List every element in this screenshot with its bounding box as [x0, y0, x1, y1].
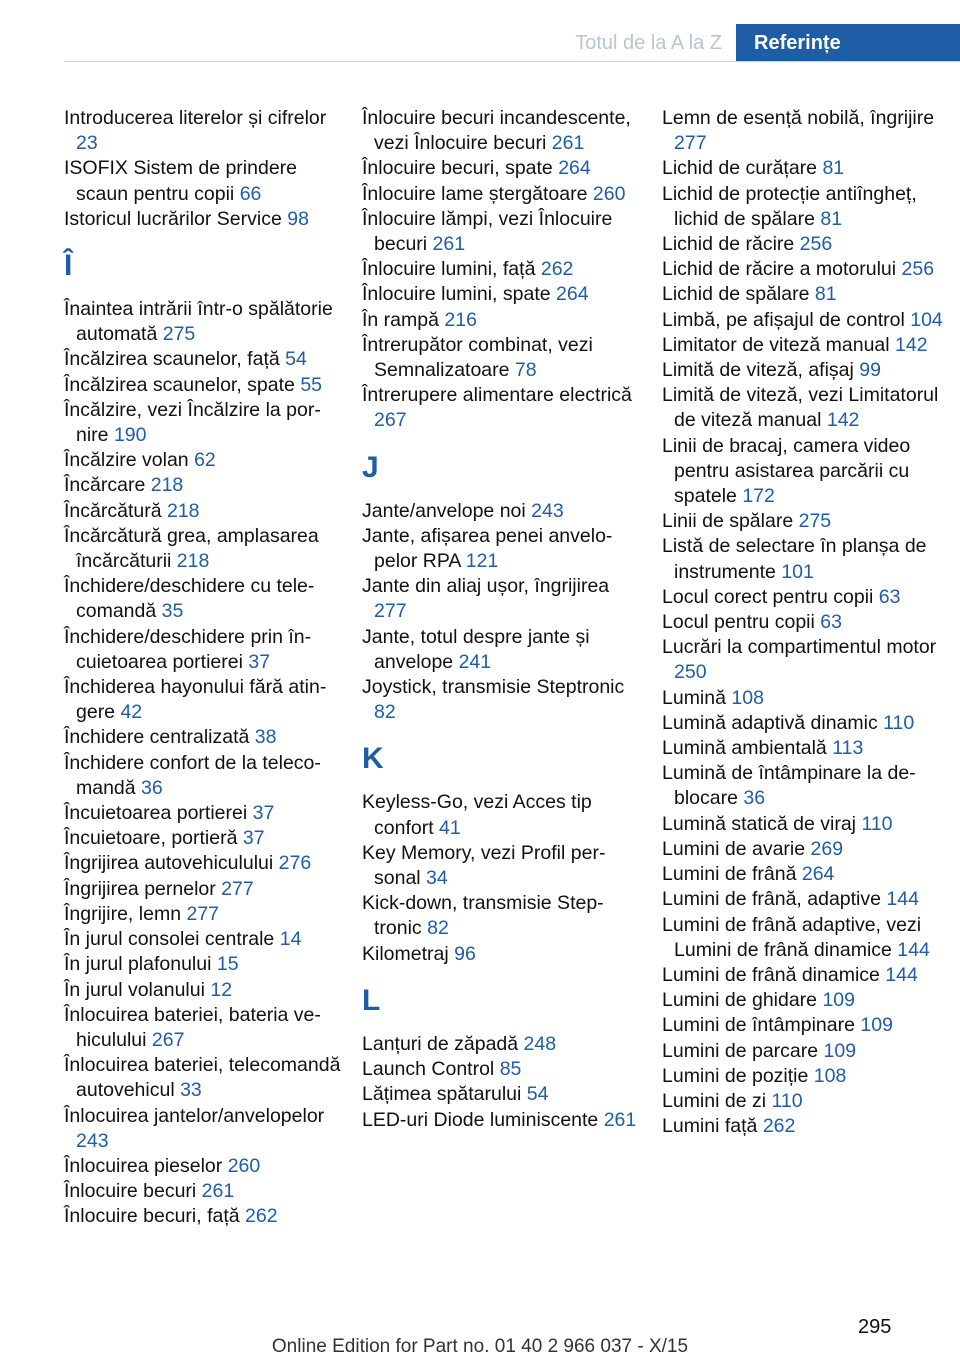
index-entry — [362, 308, 644, 333]
index-page-link[interactable]: 109 — [822, 989, 855, 1012]
index-column-2 — [362, 106, 644, 1133]
index-entry — [64, 625, 346, 675]
index-entry — [662, 686, 944, 711]
index-page-link[interactable]: 109 — [860, 1014, 893, 1037]
index-entry — [662, 711, 944, 736]
index-page-link[interactable]: 260 — [592, 182, 626, 205]
index-entry-text: Încuietoarea portierei — [64, 802, 248, 825]
index-entry — [64, 473, 346, 498]
index-page-link[interactable]: 264 — [801, 863, 835, 886]
index-entry — [662, 156, 944, 181]
index-entry — [64, 106, 346, 156]
index-entry-text: Lumini față — [662, 1115, 758, 1138]
index-entry-text: Linii de spălare — [662, 510, 794, 533]
index-entry-text: Launch Control — [362, 1058, 495, 1081]
index-page-link[interactable]: 277 — [221, 877, 254, 900]
index-column-3 — [662, 106, 944, 1139]
index-entry — [64, 499, 346, 524]
index-page-link[interactable]: 275 — [798, 510, 832, 533]
index-entry — [64, 851, 346, 876]
index-entry-text: Lumini de ghidare — [662, 989, 818, 1012]
index-entry — [662, 358, 944, 383]
index-entry — [64, 297, 346, 347]
index-entry-text: Îngrijirea pernelor — [64, 877, 216, 900]
index-entry-text: Încărcătură — [64, 499, 162, 522]
index-page-link[interactable]: 277 — [374, 600, 407, 623]
index-entry — [662, 282, 944, 307]
index-page-link[interactable]: 218 — [176, 550, 210, 573]
index-entry — [662, 635, 944, 685]
index-entry-text: Lumină statică de viraj — [662, 812, 857, 835]
index-page-link[interactable]: 81 — [820, 207, 843, 230]
index-page-link[interactable]: 98 — [287, 207, 309, 230]
index-entry — [64, 1204, 346, 1229]
index-column-1 — [64, 106, 346, 1230]
index-entry-text: Încărcare — [64, 474, 146, 497]
index-entry — [662, 988, 944, 1013]
index-entry — [662, 812, 944, 837]
index-entry-text: Închidere confort de la telecomandă — [64, 751, 321, 799]
index-letter-heading: Î — [64, 249, 73, 283]
index-page-link[interactable]: 36 — [141, 776, 163, 799]
index-page-link[interactable]: 82 — [374, 701, 396, 724]
index-entry — [662, 333, 944, 358]
index-entry — [662, 1064, 944, 1089]
index-entry-text: Încuietoare, portieră — [64, 827, 238, 850]
index-entry — [362, 182, 644, 207]
index-entry — [662, 610, 944, 635]
index-letter-heading: L — [362, 983, 381, 1017]
index-entry — [64, 574, 346, 624]
index-entry — [662, 887, 944, 912]
index-entry-text: Lățimea spătarului — [362, 1083, 522, 1106]
index-entry-text: Jante, totul despre jante și anvelope — [362, 625, 590, 673]
index-page-link[interactable]: 275 — [162, 323, 196, 346]
index-entry — [362, 942, 644, 967]
index-entry — [662, 736, 944, 761]
index-page-link[interactable]: 261 — [432, 233, 466, 256]
index-entry — [64, 347, 346, 372]
index-page-link[interactable]: 144 — [897, 938, 930, 961]
index-page-link[interactable]: 264 — [558, 157, 591, 180]
index-entry-text: Lumini de poziție — [662, 1064, 809, 1087]
index-entry-text: Lumini de frână adaptive, vezi Lumini de frână dinamice — [662, 913, 922, 961]
index-entry-text: Linii de bracaj, camera video pentru asistarea parcării cu spatele — [662, 434, 911, 508]
section-tab-prev[interactable]: Totul de la A la Z — [575, 32, 722, 54]
index-page-link[interactable]: 34 — [426, 867, 448, 890]
index-entry — [662, 182, 944, 232]
index-page-link[interactable]: 264 — [556, 283, 589, 306]
index-page-link[interactable]: 104 — [910, 308, 943, 331]
index-entry — [64, 524, 346, 574]
index-entry — [362, 1108, 644, 1133]
index-entry-text: Închidere/deschidere cu telecomandă — [64, 575, 315, 623]
index-entry-text: Lumini de avarie — [662, 837, 806, 860]
index-entry-text: Jante/anvelope noi — [362, 499, 526, 522]
index-entry-text: Înlocuire lumini, spate — [362, 283, 551, 306]
index-page-link[interactable]: 12 — [210, 978, 233, 1001]
index-page-link[interactable]: 82 — [427, 917, 449, 940]
index-page-link[interactable]: 110 — [771, 1089, 803, 1112]
index-entry-text: Încărcătură grea, amplasarea încărcăturii — [64, 524, 319, 573]
index-entry — [662, 106, 944, 156]
index-entry — [64, 978, 346, 1003]
index-entry — [662, 1039, 944, 1064]
index-page-link[interactable]: 218 — [150, 474, 184, 497]
index-entry-text: Înlocuire becuri, spate — [362, 157, 553, 180]
index-page-link[interactable]: 110 — [883, 711, 915, 734]
index-page-link[interactable]: 33 — [180, 1079, 202, 1102]
index-entry — [64, 801, 346, 826]
index-entry-text: Key Memory, vezi Profil personal — [362, 841, 606, 890]
index-page-link[interactable]: 55 — [300, 373, 323, 396]
index-entry — [362, 1057, 644, 1082]
index-entry — [362, 675, 644, 725]
index-entry — [362, 891, 644, 941]
index-page-link[interactable]: 276 — [278, 852, 312, 875]
index-entry-text: Înlocuire lămpi, vezi Înlocuire becuri — [362, 207, 613, 256]
index-entry-text: Înlocuirea bateriei, telecomandă autovehicul — [64, 1054, 341, 1102]
index-entry — [64, 725, 346, 750]
index-entry-text: Înlocuire lame ștergătoare — [362, 182, 588, 205]
index-page-link[interactable]: 267 — [374, 409, 407, 432]
index-entry — [64, 751, 346, 801]
index-entry — [64, 1053, 346, 1103]
index-entry-text: Încălzire, vezi Încălzire la pornire — [64, 398, 321, 447]
index-entry-text: Înlocuirea jantelor/anvelopelor — [64, 1104, 325, 1127]
index-page-link[interactable]: 260 — [227, 1154, 261, 1177]
index-page-link[interactable]: 85 — [499, 1058, 522, 1081]
index-page-link[interactable]: 15 — [216, 953, 239, 976]
index-page-link[interactable]: 142 — [826, 409, 860, 432]
index-entry-text: Lichid de răcire — [662, 233, 795, 256]
index-entry-text: Limită de viteză, vezi Limitatorul de viteză manual — [662, 384, 939, 432]
index-entry-text: Înlocuirea pieselor — [64, 1154, 223, 1177]
index-entry — [662, 534, 944, 584]
index-page-link[interactable]: 23 — [76, 132, 98, 155]
index-page-link[interactable]: 216 — [444, 308, 477, 331]
index-page-link[interactable]: 248 — [523, 1032, 557, 1055]
index-letter-heading: J — [362, 450, 379, 484]
index-entry — [64, 1003, 346, 1053]
index-entry — [662, 913, 944, 963]
index-page-link[interactable]: 38 — [254, 726, 277, 749]
index-entry-text: Keyless-Go, vezi Acces tip confort — [362, 791, 592, 839]
index-entry-text: Înlocuire becuri, față — [64, 1205, 240, 1228]
index-entry-text: Locul corect pentru copii — [662, 585, 874, 608]
index-entry — [64, 398, 346, 448]
index-page-link[interactable]: 243 — [76, 1129, 109, 1152]
index-page-link[interactable]: 277 — [674, 132, 707, 155]
header-rule — [64, 61, 960, 62]
index-entry-text: Limbă, pe afișajul de control — [662, 308, 905, 331]
index-entry — [362, 1082, 644, 1107]
index-entry-text: Lichid de curățare — [662, 157, 818, 180]
index-entry — [362, 499, 644, 524]
index-letter-heading: K — [362, 742, 384, 776]
index-page-link[interactable]: 277 — [186, 902, 220, 925]
index-entry — [362, 383, 644, 433]
index-page-link[interactable]: 35 — [161, 600, 184, 623]
index-page-link[interactable]: 261 — [201, 1180, 235, 1203]
index-page-link[interactable]: 262 — [762, 1115, 796, 1138]
index-page-link[interactable]: 66 — [239, 182, 262, 205]
index-entry — [362, 574, 644, 624]
section-tab-current[interactable]: Referințe — [736, 24, 960, 62]
index-entry-text: Încălzirea scaunelor, spate — [64, 373, 295, 396]
index-page-link[interactable]: 172 — [742, 485, 775, 508]
page-header — [0, 0, 960, 62]
index-entry-text: Kick-down, transmisie Steptronic — [362, 892, 604, 940]
index-entry — [64, 927, 346, 952]
index-page-link[interactable]: 269 — [810, 837, 844, 860]
index-entry-text: Jante din aliaj ușor, îngrijirea — [362, 575, 610, 598]
index-entry-text: Lumină adaptivă dinamic — [662, 711, 878, 734]
index-entry-text: Lumină de întâmpinare la deblocare — [662, 762, 916, 810]
index-entry — [362, 625, 644, 675]
index-entry-text: Lanțuri de zăpadă — [362, 1032, 519, 1055]
index-entry — [662, 1013, 944, 1038]
index-page-link[interactable]: 54 — [285, 348, 307, 371]
index-page-link[interactable]: 42 — [120, 701, 143, 724]
index-entry-text: Înlocuire becuri incandescente, vezi Înlocuire becuri — [362, 107, 631, 155]
index-page-link[interactable]: 190 — [113, 424, 147, 447]
index-entry — [64, 952, 346, 977]
index-entry — [362, 257, 644, 282]
index-entry-text: Lumini de frână — [662, 863, 797, 886]
index-entry — [662, 232, 944, 257]
index-entry — [64, 826, 346, 851]
index-page-link[interactable]: 81 — [822, 157, 845, 180]
index-page-link[interactable]: 63 — [878, 585, 901, 608]
index-page-link[interactable]: 262 — [540, 258, 574, 281]
index-page-link[interactable]: 144 — [886, 888, 919, 911]
index-entry-text: În jurul consolei centrale — [64, 928, 275, 951]
index-entry — [662, 509, 944, 534]
index-page-link[interactable]: 37 — [252, 802, 275, 825]
index-entry-text: Înlocuire becuri — [64, 1180, 197, 1203]
index-entry-text: Întrerupător combinat, vezi Semnalizatoare — [362, 333, 593, 382]
index-page-link[interactable]: 62 — [194, 449, 216, 472]
index-entry-text: Închiderea hayonului fără atingere — [64, 676, 327, 724]
index-entry-text: Istoricul lucrărilor Service — [64, 207, 282, 230]
index-entry-text: Lichid de răcire a motorului — [662, 258, 897, 281]
index-entry — [362, 106, 644, 156]
index-entry-text: Locul pentru copii — [662, 611, 815, 634]
index-entry — [662, 862, 944, 887]
index-entry — [64, 1154, 346, 1179]
index-entry-text: Lumini de parcare — [662, 1039, 819, 1062]
index-entry-text: Introducerea literelor și cifrelor — [64, 107, 327, 129]
index-entry-text: În jurul volanului — [64, 978, 205, 1001]
index-page-link[interactable]: 37 — [248, 650, 271, 673]
index-entry-text: Lichid de spălare — [662, 283, 810, 306]
index-page-link[interactable]: 243 — [531, 499, 564, 522]
index-entry-text: Limitator de viteză manual — [662, 333, 890, 356]
index-entry-text: LED-uri Diode luminiscente — [362, 1108, 599, 1131]
index-entry-text: În jurul plafonului — [64, 953, 212, 976]
index-entry-text: Lumină ambientală — [662, 737, 827, 760]
index-entry — [662, 1114, 944, 1139]
index-entry — [362, 790, 644, 840]
index-entry — [64, 156, 346, 206]
index-entry — [662, 963, 944, 988]
page-number: 295 — [858, 1316, 892, 1338]
index-page-link[interactable]: 256 — [799, 233, 833, 256]
index-entry-text: Închidere/deschidere prin încuietoarea portierei — [64, 625, 312, 673]
index-page-link[interactable]: 256 — [901, 258, 935, 281]
index-entry — [662, 761, 944, 811]
index-entry — [64, 902, 346, 927]
index-entry-text: Înlocuirea bateriei, bateria vehiculului — [64, 1003, 321, 1051]
index-entry-text: Lumini de întâmpinare — [662, 1014, 855, 1037]
index-entry — [362, 1032, 644, 1057]
index-entry-text: Joystick, transmisie Steptronic — [362, 676, 625, 699]
index-page-link[interactable]: 108 — [813, 1064, 847, 1087]
index-entry-text: Jante, afișarea penei anvelopelor RPA — [362, 524, 613, 573]
index-page-link[interactable]: 96 — [454, 942, 476, 965]
index-entry — [662, 308, 944, 333]
index-page-link[interactable]: 78 — [514, 359, 537, 382]
index-page-link[interactable]: 36 — [743, 787, 766, 810]
index-page-link[interactable]: 218 — [166, 499, 200, 522]
index-page-link[interactable]: 261 — [551, 132, 585, 155]
index-entry — [362, 282, 644, 307]
footer-edition: Online Edition for Part no. 01 40 2 966 037 - X/15 — [271, 1336, 689, 1357]
index-entry — [362, 156, 644, 181]
index-entry-text: Întrerupere alimentare electrică — [362, 384, 632, 407]
index-page-link[interactable]: 109 — [823, 1039, 857, 1062]
index-page-link[interactable]: 267 — [151, 1028, 185, 1051]
index-entry-text: Înlocuire lumini, față — [362, 258, 536, 281]
index-entry — [362, 524, 644, 574]
index-entry-text: În rampă — [362, 308, 439, 331]
index-entry — [64, 448, 346, 473]
index-page-link[interactable]: 241 — [458, 650, 492, 673]
index-entry — [662, 1089, 944, 1114]
index-entry-text: Lumină — [662, 686, 726, 709]
index-page-link[interactable]: 121 — [465, 550, 499, 573]
index-entry-text: Lucrări la compartimentul motor — [662, 636, 937, 659]
index-page-link[interactable]: 41 — [439, 816, 461, 839]
index-page-link[interactable]: 81 — [814, 283, 837, 306]
index-entry — [662, 585, 944, 610]
index-entry-text: ISOFIX Sistem de prindere scaun pentru copii — [64, 157, 298, 205]
index-entry — [64, 675, 346, 725]
index-page-link[interactable]: 250 — [674, 661, 707, 684]
index-entry-text: Lumini de frână dinamice — [662, 963, 880, 986]
index-entry-text: Lumini de frână, adaptive — [662, 888, 881, 911]
index-page-link[interactable]: 101 — [781, 560, 814, 583]
index-page-link[interactable]: 63 — [820, 611, 842, 634]
index-entry — [64, 1179, 346, 1204]
index-entry-text: Îngrijire, lemn — [64, 902, 182, 925]
index-entry — [64, 207, 346, 232]
index-entry-text: Încălzire volan — [64, 449, 189, 472]
index-page-link[interactable]: 142 — [895, 333, 928, 356]
index-entry — [64, 877, 346, 902]
index-page-link[interactable]: 54 — [526, 1083, 549, 1106]
index-entry-text: Lichid de protecție antiîngheț, lichid de spălare — [662, 182, 917, 230]
index-entry — [662, 257, 944, 282]
index-entry — [362, 207, 644, 257]
index-entry — [64, 1104, 346, 1154]
index-entry-text: Kilometraj — [362, 942, 449, 965]
index-entry — [662, 434, 944, 510]
index-page-link[interactable]: 262 — [245, 1205, 278, 1228]
index-entry-text: Închidere centralizată — [64, 726, 250, 749]
index-entry — [362, 841, 644, 891]
index-page-link[interactable]: 99 — [859, 359, 881, 382]
index-page-link[interactable]: 37 — [242, 827, 265, 850]
index-entry-text: Lemn de esență nobilă, îngrijire — [662, 107, 935, 129]
index-page-link[interactable]: 108 — [731, 686, 764, 709]
index-entry — [64, 373, 346, 398]
index-entry — [662, 383, 944, 433]
index-entry-text: Încălzirea scaunelor, față — [64, 348, 280, 371]
index-page-link[interactable]: 261 — [603, 1108, 637, 1131]
index-entry — [362, 333, 644, 383]
index-entry-text: Înaintea intrării într-o spălătorie automată — [64, 298, 333, 346]
index-entry-text: Limită de viteză, afișaj — [662, 359, 854, 382]
index-entry-text: Îngrijirea autovehiculului — [64, 852, 274, 875]
index-page-link[interactable]: 113 — [832, 737, 864, 760]
index-entry-text: Listă de selectare în planșa de instrumente — [662, 535, 927, 583]
index-page-link[interactable]: 14 — [279, 928, 302, 951]
index-page-link[interactable]: 144 — [885, 963, 918, 986]
index-page-link[interactable]: 110 — [861, 812, 893, 835]
index-entry — [662, 837, 944, 862]
index-entry-text: Lumini de zi — [662, 1089, 767, 1112]
